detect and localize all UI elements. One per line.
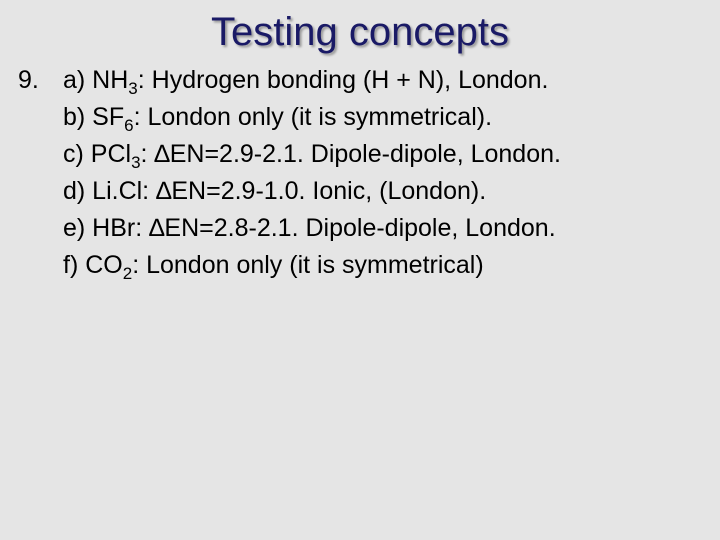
answer-list [63, 62, 713, 284]
answer-line-a [63, 62, 713, 99]
question-number: 9. [18, 66, 39, 94]
answer-line-e [63, 210, 713, 247]
answer-a-text: : Hydrogen bonding (H + N), London. [137, 66, 549, 94]
answer-f-prefix: f) CO [63, 251, 123, 279]
answer-line-d [63, 173, 713, 210]
answer-a-prefix: a) NH [63, 66, 129, 94]
answer-c-subscript: 3 [131, 153, 141, 172]
answer-line-b [63, 99, 713, 136]
answer-b-subscript: 6 [124, 116, 134, 135]
answer-f-subscript: 2 [122, 264, 133, 283]
answer-e-prefix: e) HBr: ∆EN=2.8-2.1. Dipole-dipole, London. [63, 214, 556, 242]
answer-c-prefix: c) PCl [63, 140, 132, 168]
slide-title: Testing concepts [211, 10, 509, 54]
answer-line-f [63, 247, 713, 284]
answer-c-text: : ∆EN=2.9-2.1. Dipole-dipole, London. [140, 140, 561, 168]
answer-b-text: : London only (it is symmetrical). [133, 103, 493, 131]
answer-b-prefix: b) SF [63, 103, 125, 131]
answer-f-text: : London only (it is symmetrical) [132, 251, 484, 279]
answer-d-prefix: d) Li.Cl: ∆EN=2.9-1.0. Ionic, (London). [63, 177, 487, 205]
answer-a-subscript: 3 [128, 79, 138, 98]
answer-line-c [63, 136, 713, 173]
